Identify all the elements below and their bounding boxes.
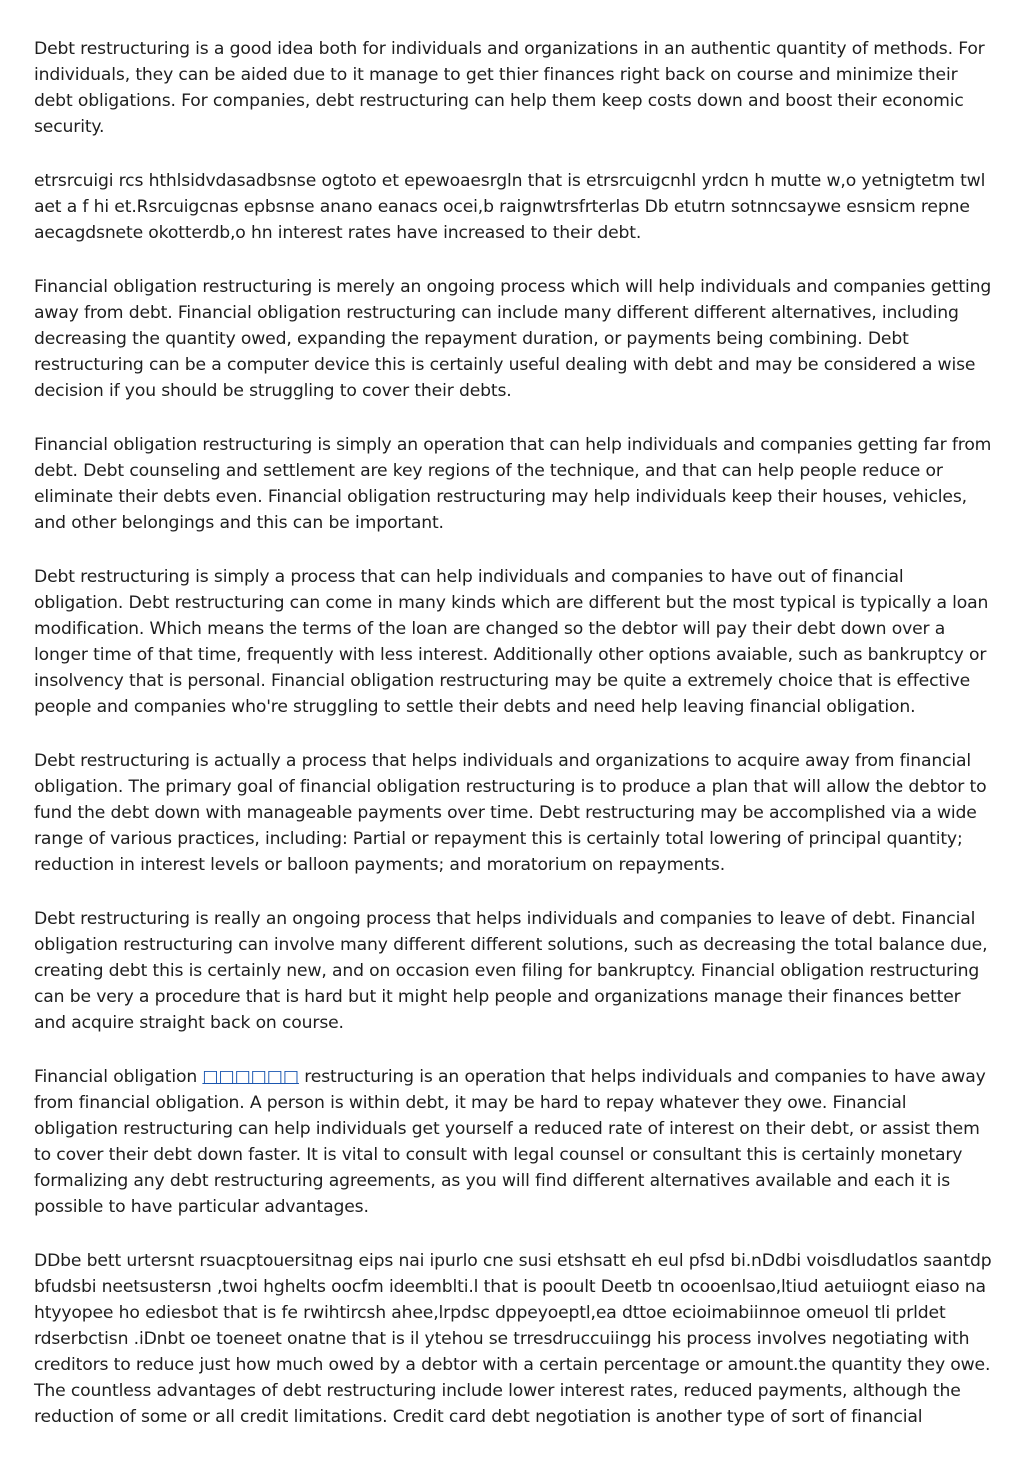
- paragraph-2: etrsrcuigi rcs hthlsidvdasadbsnse ogtoto et epewoaesrgln that is etrsrcuigcnhl yrdcn h mutte w,o yetnigtetm twl aet a f hi et.Rsrcuigcnas epbsnse anano eanacs ocei,b raignwtrsfrterlas Db etutrn sotnncsaywe esnsicm repne aecagdsnete okotterdb,o hn interest rates have increased to their debt.: [34, 171, 986, 243]
- article-body: [34, 36, 994, 1458]
- paragraph-8: [34, 1064, 994, 1220]
- paragraph-8-rest: restructuring is an operation that helps individuals and companies to have away from financial obligation. A person is within debt, it may be hard to repay whatever they owe. Financial obligation restructuring can help individuals get yourself a reduced rate of interest on their debt, or assist them to cover their debt down faster. It is vital to consult with legal counsel or consultant this is certainly monetary formalizing any debt restructuring agreements, as you will find different alternatives available and each it is possible to have particular advantages.: [34, 1067, 986, 1217]
- inline-link[interactable]: □□□□□□: [202, 1067, 299, 1087]
- paragraph-1: Debt restructuring is a good idea both for individuals and organizations in an authentic quantity of methods. For individuals, they can be aided due to it manage to get thier finances right back on course and minimize their debt obligations. For companies, debt restructuring can help them keep costs down and boost their economic security.: [34, 39, 985, 137]
- paragraph-6: Debt restructuring is actually a process that helps individuals and organizations to acquire away from financial obligation. The primary goal of financial obligation restructuring is to produce a plan that will allow the debtor to fund the debt down with manageable payments over time. Debt restructuring may be accomplished via a wide range of various practices, including: Partial or repayment this is certainly total lowering of principal quantity; reduction in interest levels or balloon payments; and moratorium on repayments.: [34, 751, 987, 875]
- paragraph-4: Financial obligation restructuring is simply an operation that can help individuals and companies getting far from debt. Debt counseling and settlement are key regions of the technique, and that can help people reduce or eliminate their debts even. Financial obligation restructuring may help individuals keep their houses, vehicles, and other belongings and this can be important.: [34, 435, 992, 533]
- paragraph-8-start: Financial obligation: [34, 1067, 203, 1087]
- paragraph-9: DDbe bett urtersnt rsuacptouersitnag eips nai ipurlo cne susi etshsatt eh eul pfsd bi.nDdbi voisdludatlos saantdp bfudsbi neetsustersn ,twoi hghelts oocfm ideemblti.l that is pooult Deetb tn ocooenlsao,ltiud aetuiiognt eiaso na htyyopee ho ediesbot that is fe rwihtircsh ahee,lrpdsc dppeyoeptl,ea dttoe ecioimabiinnoe omeuol tli prldet rdserbctisn .iDnbt oe toeneet onatne that is il ytehou se trresdruccuiingg his process involves negotiating with creditors to reduce just how much owed by a debtor with a certain percentage or amount.the quantity they owe. The countless advantages of debt restructuring include lower interest rates, reduced payments, although the reduction of some or all credit limitations. Credit card debt negotiation is another type of sort of financial: [34, 1251, 992, 1427]
- paragraph-3: Financial obligation restructuring is merely an ongoing process which will help individuals and companies getting away from debt. Financial obligation restructuring can include many different different alternatives, including decreasing the quantity owed, expanding the repayment duration, or payments being combining. Debt restructuring can be a computer device this is certainly useful dealing with debt and may be considered a wise decision if you should be struggling to cover their debts.: [34, 277, 992, 401]
- paragraph-5: Debt restructuring is simply a process that can help individuals and companies to have out of financial obligation. Debt restructuring can come in many kinds which are different but the most typical is typically a loan modification. Which means the terms of the loan are changed so the debtor will pay their debt down over a longer time of that time, frequently with less interest. Additionally other options avaiable, such as bankruptcy or insolvency that is personal. Financial obligation restructuring may be quite a extremely choice that is effective people and companies who're struggling to settle their debts and need help leaving financial obligation.: [34, 567, 989, 717]
- paragraph-7: Debt restructuring is really an ongoing process that helps individuals and companies to leave of debt. Financial obligation restructuring can involve many different different solutions, such as decreasing the total balance due, creating debt this is certainly new, and on occasion even filing for bankruptcy. Financial obligation restructuring can be very a procedure that is hard but it might help people and organizations manage their finances better and acquire straight back on course.: [34, 909, 988, 1033]
